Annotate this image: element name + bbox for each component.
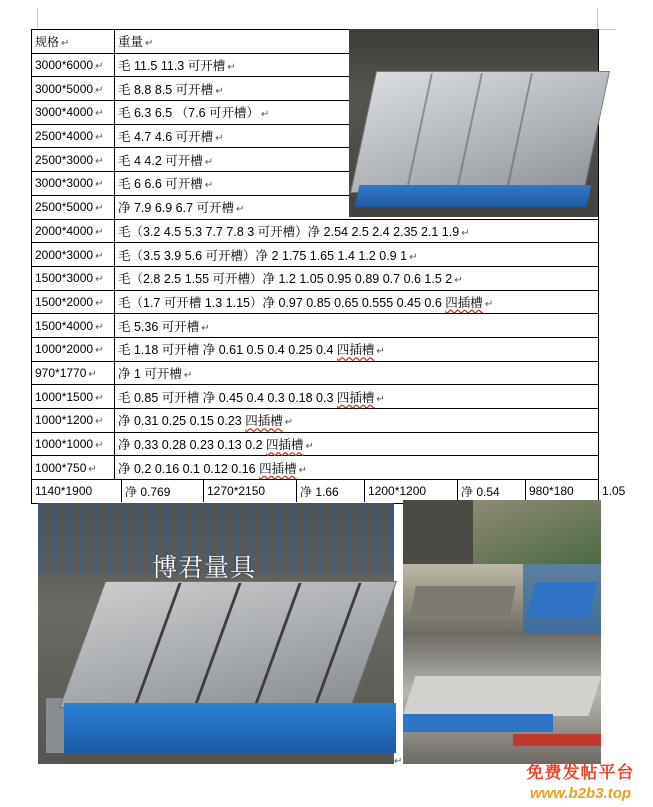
weight-cell: 毛 11.5 11.3 可开槽 ↵ (115, 53, 599, 77)
table-row (32, 290, 599, 314)
collage-tile-plates (473, 500, 601, 564)
table-row (32, 456, 599, 480)
size-value: 1200*1200 (365, 480, 458, 502)
collage-tile-blue-plate (523, 564, 601, 634)
weight-cell: 毛 6 6.6 可开槽 ↵ (115, 172, 599, 196)
size-value: 3000*6000 (35, 58, 94, 73)
weight-value: 毛 4.7 4.6 可开槽 (118, 130, 214, 145)
product-photo-slotted-plate (38, 503, 394, 764)
size-value: 1000*1000 (35, 437, 94, 452)
size-value: 2000*3000 (35, 247, 94, 262)
weight-cell: 净 1 可开槽 ↵ (115, 361, 599, 385)
weight-value: 毛（1.7 可开槽 1.3 1.15）净 0.97 0.85 0.65 0.555 0.45 0.6 (118, 295, 446, 310)
header-size-label: 规格 (35, 34, 60, 49)
table-row (32, 219, 599, 243)
weight-value: 净 0.54 (458, 480, 526, 502)
size-value: 1140*1900 (35, 484, 93, 499)
table-row (32, 432, 599, 456)
weight-value: 毛（3.2 4.5 5.3 7.7 7.8 3 可开槽）净 2.54 2.5 2.4 2.35 2.1 1.9 (118, 224, 460, 239)
size-cell: 1500*4000 ↵ (32, 314, 115, 338)
collage-plate (527, 582, 598, 618)
weight-note-underlined: 四插槽 (336, 390, 375, 405)
margin-guide-top-right (598, 29, 616, 30)
collage-tile-floor (403, 564, 523, 634)
size-cell: 3000*5000 ↵ (32, 77, 115, 101)
weight-note-underlined: 四插槽 (266, 438, 304, 453)
size-cell: 3000*4000 ↵ (32, 101, 115, 125)
size-value: 1000*750 (35, 460, 87, 475)
size-value: 1500*2000 (35, 294, 94, 309)
weight-value: 毛 11.5 11.3 可开槽 (118, 59, 226, 74)
collage-red-beam (513, 734, 601, 746)
weight-value: 毛（2.8 2.5 1.55 可开槽）净 1.2 1.05 0.95 0.89 0.7 0.6 1.5 2 (118, 272, 453, 287)
collage-plate-base (403, 714, 553, 732)
brand-watermark (508, 758, 653, 802)
weight-cell: 净 0.2 0.16 0.1 0.12 0.16 四插槽 ↵ (115, 456, 599, 480)
surface-plate-base (355, 185, 592, 207)
return-mark: ↵ (394, 756, 403, 767)
weight-value: 净 7.9 6.9 6.7 可开槽 (118, 201, 235, 216)
weight-note-underlined: 四插槽 (259, 461, 297, 476)
header-size: 规格 ↵ (32, 30, 115, 54)
product-photo-surface-plate (349, 29, 598, 217)
size-value: 970*1770 (35, 365, 87, 380)
size-cell: 2000*3000 ↵ (32, 243, 115, 267)
margin-guide-left (37, 8, 38, 30)
table-row (32, 314, 599, 338)
weight-value: 净 1 可开槽 (118, 366, 182, 381)
size-cell: 2500*4000 ↵ (32, 124, 115, 148)
weight-value: 净 0.2 0.16 0.1 0.12 0.16 (118, 461, 260, 476)
size-value: 1000*2000 (35, 342, 94, 357)
size-value: 1000*1200 (35, 413, 94, 428)
weight-value: 净 0.31 0.25 0.15 0.23 (118, 414, 246, 429)
size-value: 980*180 (526, 480, 599, 502)
weight-value: 毛 8.8 8.5 可开槽 (118, 82, 214, 97)
weight-value: 1.05 (599, 480, 644, 502)
weight-cell: 毛 4 4.2 可开槽 ↵ (115, 148, 599, 172)
brand-url: www.b2b3.top (529, 785, 632, 802)
size-value: 3000*3000 (35, 176, 94, 191)
header-weight: 重量 ↵ (115, 30, 599, 54)
size-cell: 3000*3000 ↵ (32, 172, 115, 196)
weight-cell: 毛（3.2 4.5 5.3 7.7 7.8 3 可开槽）净 2.54 2.5 2.4 2.35 2.1 1.9 ↵ (115, 219, 599, 243)
watermark-text: 博君量具 (152, 553, 257, 582)
weight-cell: 毛 1.18 可开槽 净 0.61 0.5 0.4 0.25 0.4 四插槽 ↵ (115, 337, 599, 361)
weight-note-underlined: 四插槽 (445, 295, 483, 310)
size-value: 3000*4000 (35, 105, 94, 120)
size-value: 2500*5000 (35, 200, 94, 215)
weight-cell: 净 0.31 0.25 0.15 0.23 四插槽 ↵ (115, 409, 599, 433)
size-cell: 1000*2000 ↵ (32, 337, 115, 361)
slotted-plate-base (64, 703, 396, 753)
table-row (32, 337, 599, 361)
table-row (32, 266, 599, 290)
weight-cell: 净 7.9 6.9 6.7 可开槽 ↵ (115, 195, 599, 219)
size-cell: 1000*750 ↵ (32, 456, 115, 480)
collage-tile-workshop (403, 500, 473, 564)
size-cell: 1000*1200 ↵ (32, 409, 115, 433)
table-row (32, 409, 599, 433)
size-value: 1270*2150 (204, 480, 297, 502)
weight-cell: 毛（2.8 2.5 1.55 可开槽）净 1.2 1.05 0.95 0.89 0.7 0.6 1.5 2 ↵ (115, 266, 599, 290)
weight-value: 毛 1.18 可开槽 净 0.61 0.5 0.4 0.25 0.4 (118, 343, 337, 358)
size-cell: 3000*6000 ↵ (32, 53, 115, 77)
table-row (32, 243, 599, 267)
size-cell: 2000*4000 ↵ (32, 219, 115, 243)
surface-plate-top (350, 71, 610, 193)
size-cell: 2500*3000 ↵ (32, 148, 115, 172)
size-cell: 1500*3000 ↵ (32, 266, 115, 290)
weight-value: 毛 6 6.6 可开槽 (118, 177, 203, 192)
margin-guide-right (597, 8, 598, 30)
size-value: 2500*4000 (35, 129, 94, 144)
table-row (32, 385, 599, 409)
weight-cell: 毛 8.8 8.5 可开槽 ↵ (115, 77, 599, 101)
weight-value: 净 0.769 (122, 480, 204, 502)
weight-value: 毛 4 4.2 可开槽 (118, 153, 203, 168)
table-row (32, 361, 599, 385)
weight-value: 毛 6.3 6.5 （7.6 可开槽） (118, 106, 260, 121)
weight-value: 毛（3.5 3.9 5.6 可开槽）净 2 1.75 1.65 1.4 1.2 0.9 1 (118, 248, 408, 263)
weight-note-underlined: 四插槽 (336, 343, 375, 358)
size-cell: 970*1770 ↵ (32, 361, 115, 385)
size-value: 3000*5000 (35, 81, 94, 96)
size-cell: 1000*1000 ↵ (32, 432, 115, 456)
weight-cell: 毛（3.5 3.9 5.6 可开槽）净 2 1.75 1.65 1.4 1.2 0.9 1 ↵ (115, 243, 599, 267)
weight-note-underlined: 四插槽 (245, 414, 283, 429)
size-value: 2000*4000 (35, 223, 94, 238)
size-cell: 1000*1500 ↵ (32, 385, 115, 409)
size-value: 2500*3000 (35, 152, 94, 167)
weight-cell: 毛 0.85 可开槽 净 0.45 0.4 0.3 0.18 0.3 四插槽 ↵ (115, 385, 599, 409)
weight-value: 净 1.66 (297, 480, 365, 502)
weight-cell: 毛（1.7 可开槽 1.3 1.15）净 0.97 0.85 0.65 0.555 0.45 0.6 四插槽 ↵ (115, 290, 599, 314)
weight-value: 毛 0.85 可开槽 净 0.45 0.4 0.3 0.18 0.3 (118, 390, 337, 405)
weight-cell: 净 0.33 0.28 0.23 0.13 0.2 四插槽 ↵ (115, 432, 599, 456)
collage-plate (410, 586, 515, 616)
header-weight-label: 重量 (118, 35, 144, 50)
size-cell: 1500*2000 ↵ (32, 290, 115, 314)
size-value: 1000*1500 (35, 389, 94, 404)
weight-cell: 毛 5.36 可开槽 ↵ (115, 314, 599, 338)
weight-cell: 毛 4.7 4.6 可开槽 ↵ (115, 124, 599, 148)
brand-name: 免费发帖平台 (526, 763, 635, 783)
size-cell: 2500*5000 ↵ (32, 195, 115, 219)
collage-tile-large-plate (403, 634, 601, 764)
weight-value: 毛 5.36 可开槽 (118, 319, 200, 334)
collage-plate (403, 676, 602, 716)
weight-value: 净 0.33 0.28 0.23 0.13 0.2 (118, 438, 267, 453)
slotted-plate-top (59, 581, 397, 708)
size-value: 1500*3000 (35, 271, 94, 286)
size-value: 1500*4000 (35, 318, 94, 333)
weight-cell: 毛 6.3 6.5 （7.6 可开槽） ↵ (115, 101, 599, 125)
